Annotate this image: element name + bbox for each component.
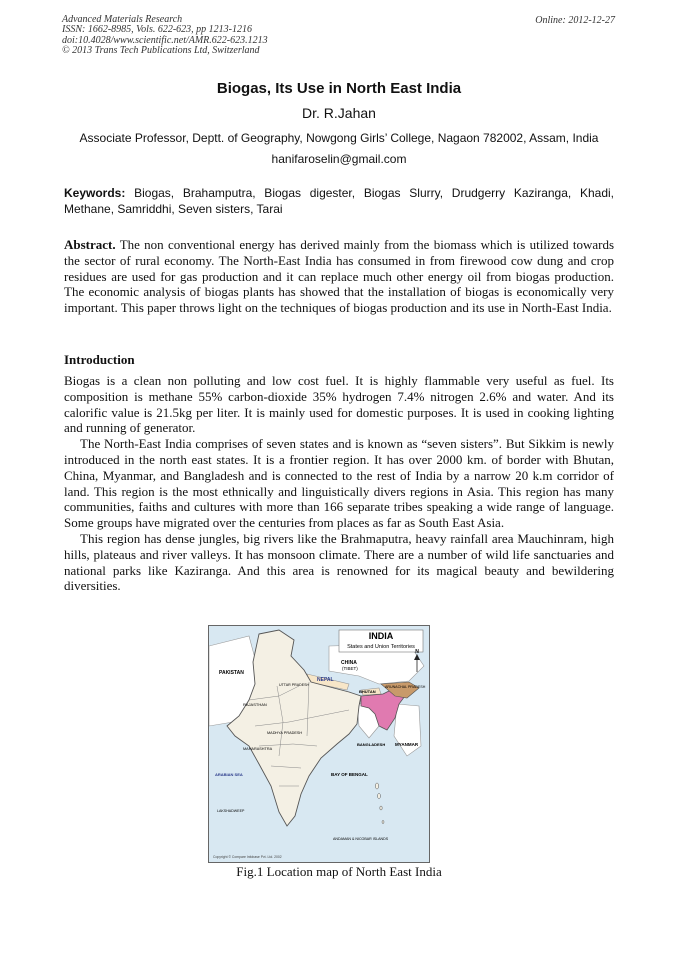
author-affiliation: Associate Professor, Deptt. of Geography, Nowgong Girls’ College, Nagaon 782002, Assam, India <box>79 131 599 145</box>
label-uttar-pradesh: UTTAR PRADESH <box>279 683 310 687</box>
india-map-figure <box>208 625 430 863</box>
journal-name: Advanced Materials Research <box>62 14 183 25</box>
abstract-text: The non conventional energy has derived mainly from the biomass which is utilized towards the sector of rural economy. The North-East India has consumed in from firewood cow dung and crop residues are used for gas production and it can replace much other energy oil from biogas production. The economic analysis of biogas plants has showed that the installation of biogas is economically very important. This paper throws light on the techniques of biogas production and its use in North-East India. <box>64 237 614 316</box>
label-nepal: NEPAL <box>317 677 334 683</box>
map-title: INDIA <box>368 631 394 641</box>
map-copyright: Copyright © Compare Infobase Pvt. Ltd. 2002 <box>213 855 282 859</box>
paper-title: Biogas, Its Use in North East India <box>216 80 462 97</box>
label-bay-of-bengal: BAY OF BENGAL <box>331 772 368 777</box>
keywords-label: Keywords: <box>64 186 126 200</box>
figure-caption: Fig.1 Location map of North East India <box>236 864 442 879</box>
intro-paragraph: Biogas is a clean non polluting and low cost fuel. It is highly flammable very useful as fuel. Its composition is methane 55% carbon-dioxide 35% hydrogen 7.4% nitrogen 2.6% and water. And its calorific value is 21.5kg per liter. It is mainly used for domestic purposes. It is used in cooking lighting and running of generator. <box>64 373 614 436</box>
abstract-label: Abstract. <box>64 237 116 252</box>
label-andaman: ANDAMAN & NICOBAR ISLANDS <box>333 837 389 841</box>
label-pakistan: PAKISTAN <box>219 670 244 676</box>
intro-paragraph: The North-East India comprises of seven states and is known as “seven sisters”. But Sikkim is newly introduced in the north east states. It is a frontier region. It has over 2000 km. of border with Bhutan, China, Myanmar, and Bangladesh and is connected to the rest of India by a narrow 20 k.m corridor of land. This region is the most ethnically and linguistically divers regions in Asia. This region has many communities, faiths and cultures with more than 166 separate tribes speaking a wide range of language. Some groups have migrated over the centuries from places as far as South East Asia. <box>64 436 614 531</box>
label-myanmar: MYANMAR <box>395 742 419 747</box>
keywords-text: Biogas, Brahamputra, Biogas digester, Biogas Slurry, Drudgerry Kaziranga, Khadi, Methane, Samriddhi, Seven sisters, Tarai <box>64 186 615 216</box>
label-bhutan: BHUTAN <box>359 689 376 694</box>
label-tibet: (TIBET) <box>342 666 358 671</box>
label-maharashtra: MAHARASHTRA <box>243 747 273 751</box>
north-label: N <box>415 649 419 655</box>
journal-header <box>62 15 382 57</box>
intro-paragraph: This region has dense jungles, big rivers like the Brahmaputra, heavy rainfall area Mauchinram, high hills, plateaus and river valleys. It has monsoon climate. There are a number of wild life sanctuaries and national parks like Kaziranga. And this area is renowned for its magical beauty and bewildering diversities. <box>64 530 614 594</box>
journal-doi: doi:10.4028/www.scientific.net/AMR.622-623.1213 <box>62 34 268 46</box>
label-china: CHINA <box>341 660 357 666</box>
map-subtitle: States and Union Territories <box>347 644 415 650</box>
author-email: hanifaroselin@gmail.com <box>271 152 407 166</box>
label-rajasthan: RAJASTHAN <box>243 702 267 707</box>
introduction-heading: Introduction <box>64 352 135 367</box>
abstract-section <box>64 237 614 316</box>
india-map <box>209 626 429 862</box>
label-madhya-pradesh: MADHYA PRADESH <box>267 731 303 735</box>
introduction-body <box>64 373 614 594</box>
online-date: Online: 2012-12-27 <box>535 15 615 26</box>
journal-issn: ISSN: 1662-8985, Vols. 622-623, pp 1213-1216 <box>62 24 252 36</box>
journal-copyright: © 2013 Trans Tech Publications Ltd, Switzerland <box>62 45 260 57</box>
label-arunachal: ARUNACHAL PRADESH <box>385 685 426 689</box>
label-lakshadweep: LAKSHADWEEP <box>217 809 245 813</box>
label-bangladesh: BANGLADESH <box>357 742 386 747</box>
label-arabian-sea: ARABIAN SEA <box>215 772 243 777</box>
keywords-section <box>64 185 614 217</box>
paper-author: Dr. R.Jahan <box>302 105 376 121</box>
